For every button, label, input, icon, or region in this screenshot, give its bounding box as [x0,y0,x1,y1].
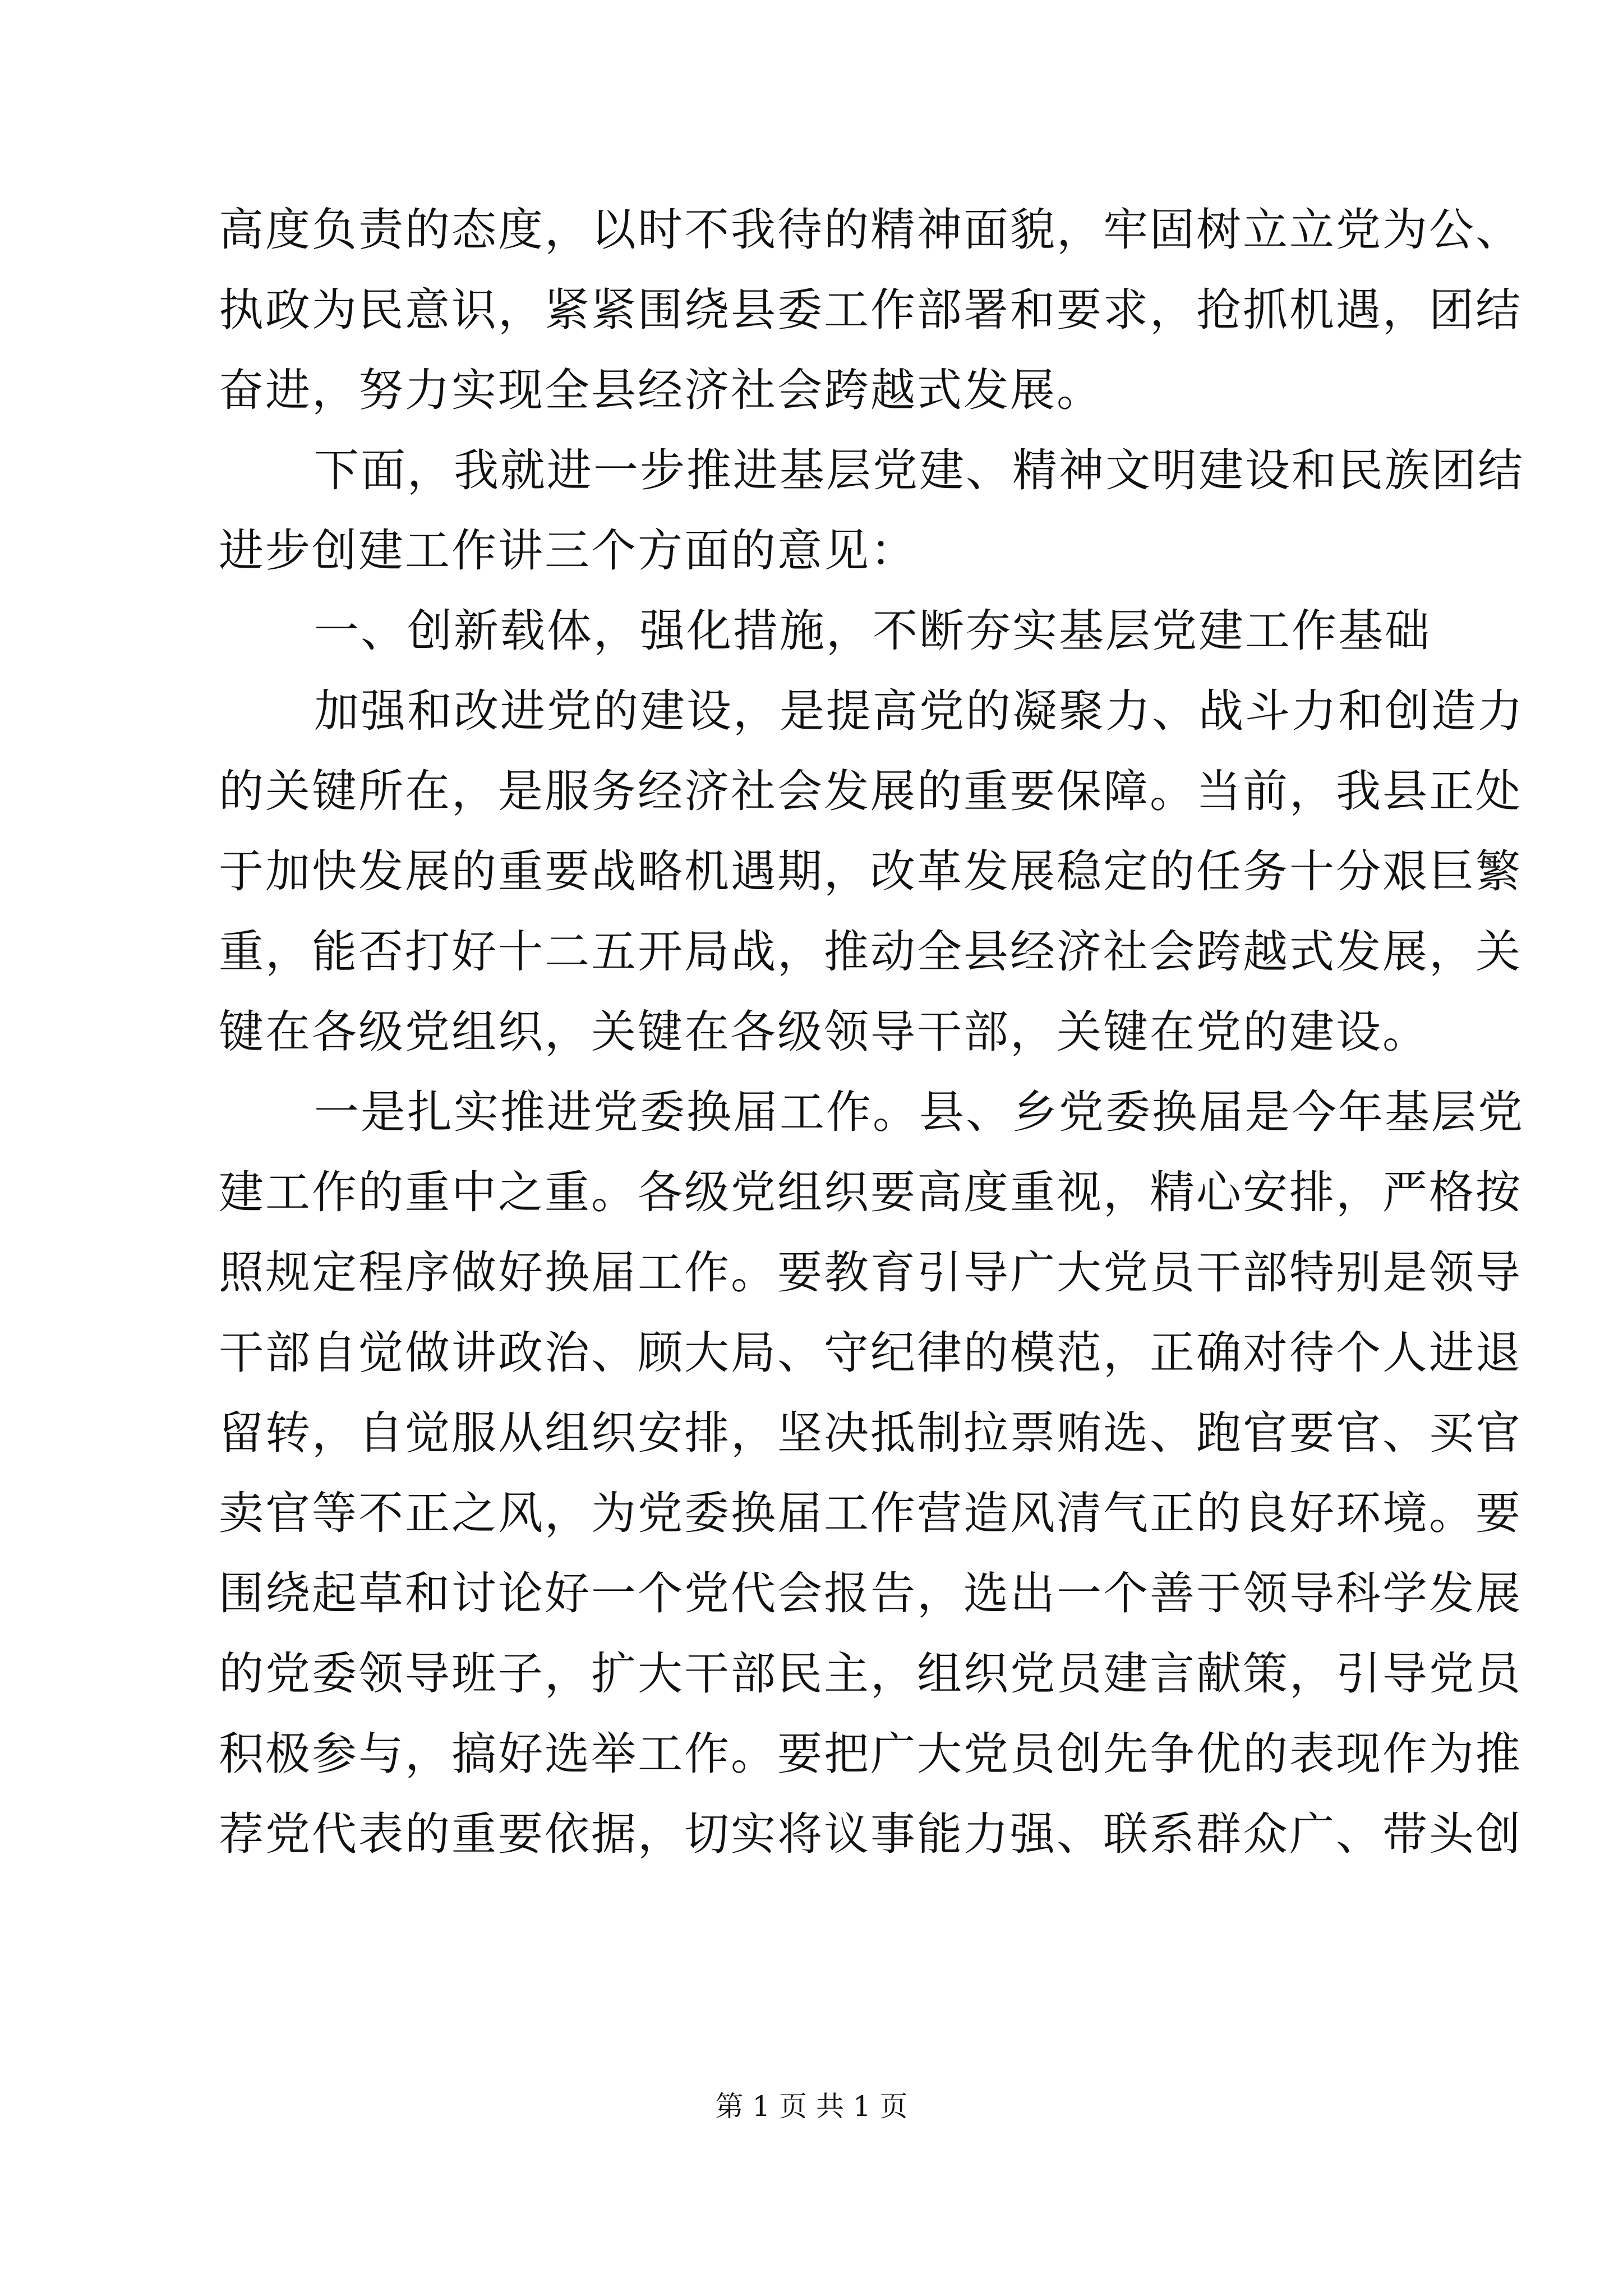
text-line: 照规定程序做好换届工作。要教育引导广大党员干部特别是领导 [219,1246,1522,1299]
page-footer [0,2087,1623,2126]
paragraph-start-line: 一是扎实推进党委换届工作。县、乡党委换届是今年基层党 [314,1086,1524,1138]
text-line: 留转，自觉服从组织安排，坚决抵制拉票贿选、跑官要官、买官 [219,1407,1522,1459]
text-line: 奋进，努力实现全县经济社会跨越式发展。 [219,364,1103,416]
text-line: 高度负责的态度，以时不我待的精神面貌，牢固树立立党为公、 [219,204,1522,256]
page-number-label: 第 1 页 共 1 页 [715,2090,908,2123]
text-line: 干部自觉做讲政治、顾大局、守纪律的模范，正确对待个人进退 [219,1327,1522,1379]
text-line: 积极参与，搞好选举工作。要把广大党员创先争优的表现作为推 [219,1728,1522,1780]
text-line: 的关键所在，是服务经济社会发展的重要保障。当前，我县正处 [219,765,1522,817]
text-line: 建工作的重中之重。各级党组织要高度重视，精心安排，严格按 [219,1166,1522,1218]
text-line: 键在各级党组织，关键在各级领导干部，关键在党的建设。 [219,1006,1429,1058]
text-line: 重，能否打好十二五开局战，推动全县经济社会跨越式发展，关 [219,926,1522,978]
paragraph-start-line: 下面，我就进一步推进基层党建、精神文明建设和民族团结 [314,444,1524,496]
paragraph-start-line: 加强和改进党的建设，是提高党的凝聚力、战斗力和创造力 [314,685,1524,737]
text-line: 进步创建工作讲三个方面的意见： [219,524,917,577]
text-line: 围绕起草和讨论好一个党代会报告，选出一个善于领导科学发展 [219,1567,1522,1619]
section-heading: 一、创新载体，强化措施，不断夯实基层党建工作基础 [314,605,1431,657]
text-line: 执政为民意识，紧紧围绕县委工作部署和要求，抢抓机遇，团结 [219,284,1522,336]
text-line: 荐党代表的重要依据，切实将议事能力强、联系群众广、带头创 [219,1808,1522,1860]
text-line: 卖官等不正之风，为党委换届工作营造风清气正的良好环境。要 [219,1487,1522,1539]
text-line: 于加快发展的重要战略机遇期，改革发展稳定的任务十分艰巨繁 [219,845,1522,898]
text-line: 的党委领导班子，扩大干部民主，组织党员建言献策，引导党员 [219,1648,1522,1700]
document-body [219,190,1524,1874]
